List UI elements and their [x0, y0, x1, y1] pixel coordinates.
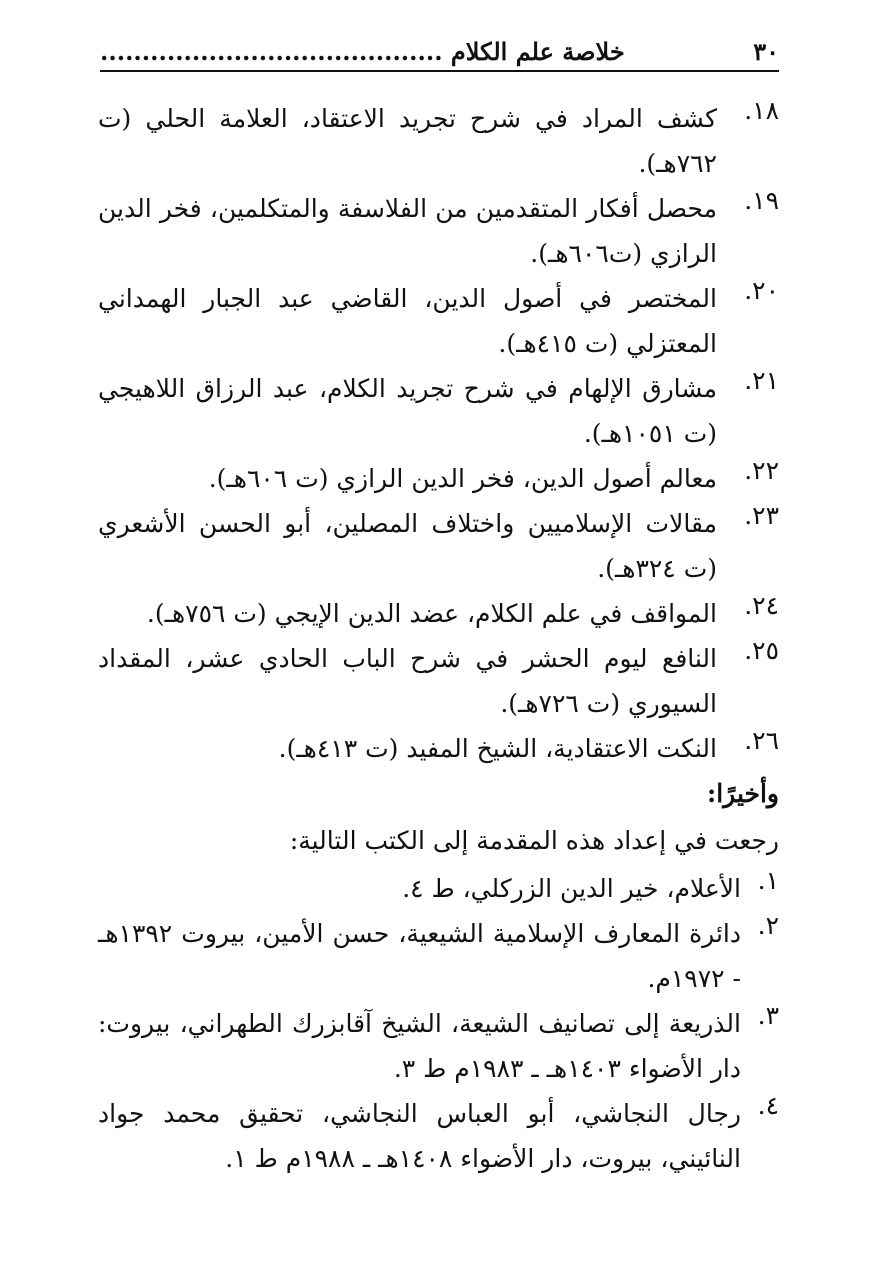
item-number: ٢٦. — [744, 726, 779, 755]
item-text: كشف المراد في شرح تجريد الاعتقاد، العلامة الحلي (ت ٧٦٢هـ). — [98, 104, 717, 178]
item-number: ٢٥. — [744, 636, 779, 665]
item-text: رجال النجاشي، أبو العباس النجاشي، تحقيق محمد جواد النائيني، بيروت، دار الأضواء ١٤٠٨هـ ـ ١٩٨٨م ط ١. — [98, 1099, 741, 1173]
item-number: ٣. — [757, 1001, 779, 1030]
item-number: ٢٢. — [744, 456, 779, 485]
item-text: مشارق الإلهام في شرح تجريد الكلام، عبد الرزاق اللاهيجي (ت ١٠٥١هـ). — [98, 374, 717, 448]
item-number: ٢. — [757, 911, 779, 940]
list-item — [98, 96, 779, 186]
list-item — [98, 591, 779, 636]
page-header — [100, 30, 779, 72]
item-number: ٤. — [757, 1091, 779, 1120]
list-item — [98, 456, 779, 501]
item-number: ١٩. — [744, 186, 779, 215]
list-item — [98, 1001, 779, 1091]
item-text: الأعلام، خير الدين الزركلي، ط ٤. — [402, 874, 741, 903]
item-number: ٢١. — [744, 366, 779, 395]
section-heading: وأخيرًا: — [707, 779, 779, 808]
item-text: الذريعة إلى تصانيف الشيعة، الشيخ آقابزرك الطهراني، بيروت: دار الأضواء ١٤٠٣هـ ـ ١٩٨٣م ط ٣. — [98, 1009, 741, 1083]
list-item — [98, 366, 779, 456]
references-list — [98, 866, 779, 1181]
list-item — [98, 1091, 779, 1181]
list-item — [98, 276, 779, 366]
item-number: ١. — [757, 866, 779, 895]
list-item — [98, 186, 779, 276]
item-number: ١٨. — [744, 96, 779, 125]
item-text: دائرة المعارف الإسلامية الشيعية، حسن الأمين، بيروت ١٣٩٢هـ - ١٩٧٢م. — [98, 919, 741, 993]
item-text: النكت الاعتقادية، الشيخ المفيد (ت ٤١٣هـ). — [278, 734, 717, 763]
item-text: معالم أصول الدين، فخر الدين الرازي (ت ٦٠٦هـ). — [208, 464, 717, 493]
intro-paragraph: رجعت في إعداد هذه المقدمة إلى الكتب التالية: — [289, 826, 779, 855]
bibliography-list — [98, 96, 779, 771]
list-item — [98, 636, 779, 726]
item-text: محصل أفكار المتقدمين من الفلاسفة والمتكلمين، فخر الدين الرازي (ت٦٠٦هـ). — [98, 194, 717, 268]
item-text: المواقف في علم الكلام، عضد الدين الإيجي (ت ٧٥٦هـ). — [146, 599, 717, 628]
list-item — [98, 911, 779, 1001]
item-text: مقالات الإسلاميين واختلاف المصلين، أبو الحسن الأشعري (ت ٣٢٤هـ). — [98, 509, 717, 583]
item-number: ٢٣. — [744, 501, 779, 530]
page-content — [98, 96, 779, 1181]
list-item — [98, 501, 779, 591]
item-text: المختصر في أصول الدين، القاضي عبد الجبار الهمداني المعتزلي (ت ٤١٥هـ). — [98, 284, 717, 358]
item-number: ٢٠. — [744, 276, 779, 305]
list-item — [98, 726, 779, 771]
list-item — [98, 866, 779, 911]
running-title: خلاصة علم الكلام ......................................... — [100, 37, 625, 66]
page-number: ٣٠ — [753, 37, 779, 66]
item-text: النافع ليوم الحشر في شرح الباب الحادي عشر، المقداد السيوري (ت ٧٢٦هـ). — [98, 644, 717, 718]
item-number: ٢٤. — [744, 591, 779, 620]
